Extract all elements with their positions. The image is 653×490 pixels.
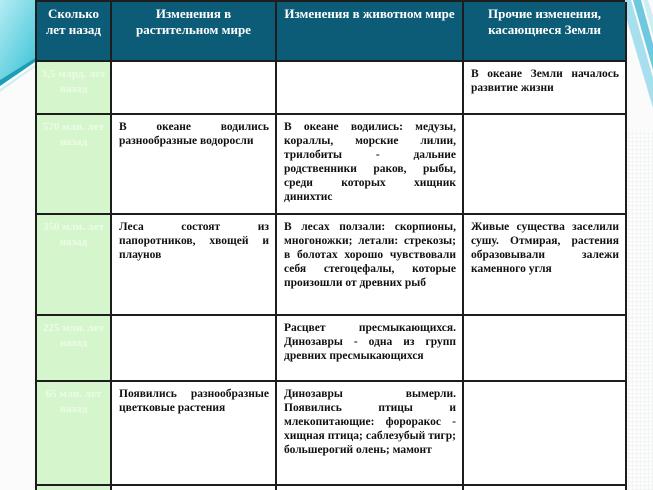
cell-other-row5 xyxy=(464,382,627,486)
cell-animals-row6 xyxy=(277,486,464,490)
cell-animals-row2: В океане водились: медузы, кораллы, морские лилии, трилобиты - дальние родственники раков, рыбы, среди которых хищник динихтис xyxy=(277,115,464,215)
header-cell-age: Сколько лет назад xyxy=(37,2,112,62)
cell-plants-row1 xyxy=(112,62,277,115)
cell-other-row6 xyxy=(464,486,627,490)
cell-plants-row2: В океане водились разнообразные водоросли xyxy=(112,115,277,215)
cell-other-row3: Живые существа заселили сушу. Отмирая, растения образовывали залежи каменного угля xyxy=(464,215,627,316)
cell-age-row4: 225 млн. лет назад xyxy=(37,316,112,382)
header-cell-other: Прочие изменения, касающиеся Земли xyxy=(464,2,627,62)
cell-plants-row4 xyxy=(112,316,277,382)
cell-age-row3: 350 млн. лет назад xyxy=(37,215,112,316)
header-cell-animals: Изменения в животном мире xyxy=(277,2,464,62)
cell-plants-row6 xyxy=(112,486,277,490)
cell-other-row2 xyxy=(464,115,627,215)
cell-other-row1: В океане Земли началось развитие жизни xyxy=(464,62,627,115)
cell-age-row2: 570 млн. лет назад xyxy=(37,115,112,215)
cell-other-row4 xyxy=(464,316,627,382)
cell-plants-row5: Появились разнообразные цветковые растения xyxy=(112,382,277,486)
header-cell-plants: Изменения в растительном мире xyxy=(112,2,277,62)
cell-age-row5: 65 млн. лет назад xyxy=(37,382,112,486)
cell-age-row1: 3,5 млрд. лет назад xyxy=(37,62,112,115)
cell-animals-row3: В лесах ползали: скорпионы, многоножки; летали: стрекозы; в болотах хорошо чувствовали себя стегоцефалы, которые произошли от древних рыб xyxy=(277,215,464,316)
cell-plants-row3: Леса состоят из папоротников, хвощей и плаунов xyxy=(112,215,277,316)
cell-animals-row5: Динозавры вымерли. Появились птицы и млекопитающие: фороракос - хищная птица; саблезубый тигр; большерогий олень; мамонт xyxy=(277,382,464,486)
cell-animals-row4: Расцвет пресмыкающихся. Динозавры - одна из групп древних пресмыкающихся xyxy=(277,316,464,382)
left-accent-bar xyxy=(0,0,35,490)
timeline-table xyxy=(35,0,625,490)
cell-age-row6 xyxy=(37,486,112,490)
cell-animals-row1 xyxy=(277,62,464,115)
